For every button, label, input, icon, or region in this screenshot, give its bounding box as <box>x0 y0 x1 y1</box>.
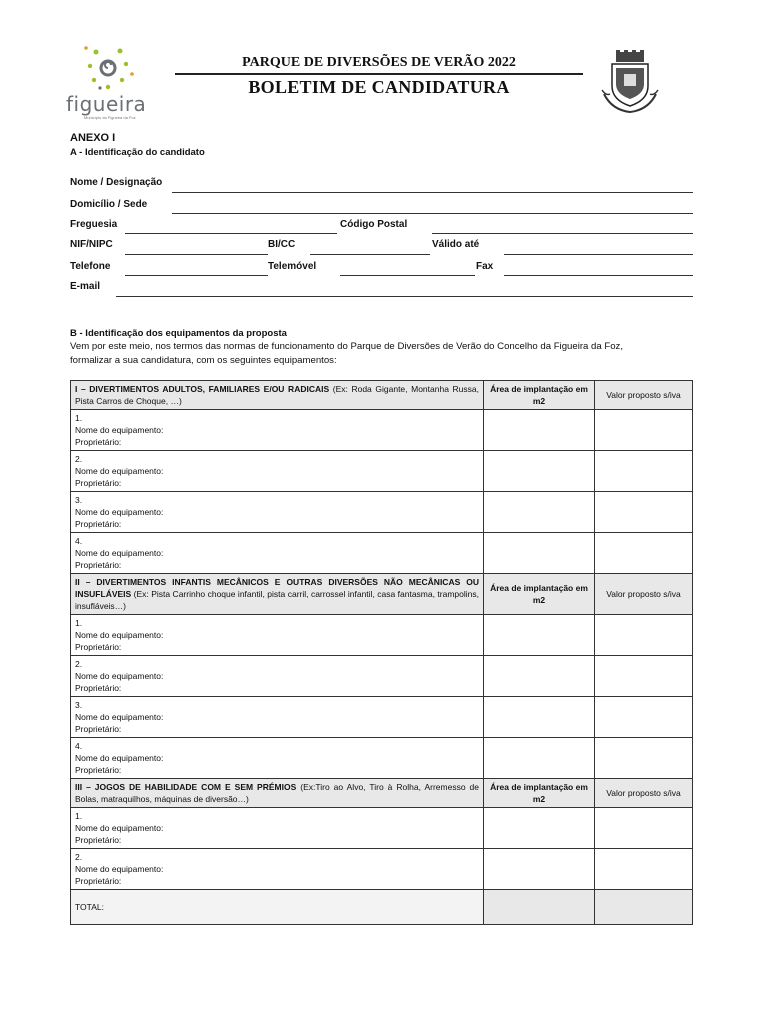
item-number: 3. <box>75 495 83 505</box>
owner-label: Proprietário: <box>75 478 122 488</box>
item-number: 1. <box>75 811 83 821</box>
total-value-cell[interactable] <box>595 890 693 925</box>
municipal-crest-icon <box>600 50 660 116</box>
equipment-row <box>71 615 693 656</box>
id-card-field[interactable] <box>310 254 430 255</box>
group-description: (Ex: Roda Gigante, Montanha Russa, Pista Carros de Choque, …) <box>75 384 479 406</box>
owner-label: Proprietário: <box>75 437 122 447</box>
item-number: 3. <box>75 700 83 710</box>
owner-label: Proprietário: <box>75 876 122 886</box>
group-description: (Ex:Tiro ao Alvo, Tiro à Rolha, Arremesso de Bolas, matraquilhos, máquinas de diversão…) <box>75 782 479 804</box>
area-input-cell[interactable] <box>484 849 595 890</box>
fax-label: Fax <box>476 261 494 272</box>
equipment-row <box>71 849 693 890</box>
group-title: III – JOGOS DE HABILIDADE COM E SEM PRÉMIOS <box>75 782 297 792</box>
section-b-intro-line2: formalizar a sua candidatura, com os seguintes equipamentos: <box>70 355 337 366</box>
area-input-cell[interactable] <box>484 410 595 451</box>
area-header-cell <box>484 574 595 615</box>
area-input-cell[interactable] <box>484 451 595 492</box>
valid-until-label: Válido até <box>432 239 480 250</box>
equipment-details-cell[interactable] <box>71 808 484 849</box>
parish-field[interactable] <box>125 233 337 234</box>
nif-label: NIF/NIPC <box>70 239 113 250</box>
equipment-details-cell[interactable] <box>71 492 484 533</box>
name-label: Nome / Designação <box>70 177 163 188</box>
value-header-label: Valor proposto s/iva <box>606 390 681 400</box>
nif-field[interactable] <box>125 254 268 255</box>
area-input-cell[interactable] <box>484 656 595 697</box>
area-input-cell[interactable] <box>484 808 595 849</box>
group-title-cell <box>71 381 484 410</box>
equipment-details-cell[interactable] <box>71 697 484 738</box>
equipment-details-cell[interactable] <box>71 738 484 779</box>
item-number: 2. <box>75 454 83 464</box>
equipment-name-label: Nome do equipamento: <box>75 753 164 763</box>
value-header-cell <box>595 779 693 808</box>
total-area-cell[interactable] <box>484 890 595 925</box>
equipment-row <box>71 533 693 574</box>
brand-name: figueira <box>66 92 147 116</box>
equipment-name-label: Nome do equipamento: <box>75 823 164 833</box>
value-input-cell[interactable] <box>595 615 693 656</box>
area-header-label: Área de implantação em m2 <box>490 583 588 605</box>
value-input-cell[interactable] <box>595 533 693 574</box>
parish-label: Freguesia <box>70 219 118 230</box>
item-number: 1. <box>75 413 83 423</box>
figueira-logo <box>66 42 150 122</box>
postal-code-field[interactable] <box>432 233 693 234</box>
area-header-label: Área de implantação em m2 <box>490 782 588 804</box>
owner-label: Proprietário: <box>75 835 122 845</box>
equipment-name-label: Nome do equipamento: <box>75 630 164 640</box>
group-title: II – DIVERTIMENTOS INFANTIS MECÂNICOS E OUTRAS DIVERSÕES NÃO MECÂNICAS OU INSUFLÁVEIS <box>75 577 479 599</box>
group-description: (Ex: Pista Carrinho choque infantil, pista carril, carrossel infantil, casa fantasma, trampolins, insufláveis…) <box>75 589 479 611</box>
owner-label: Proprietário: <box>75 560 122 570</box>
equipment-row <box>71 410 693 451</box>
phone-field[interactable] <box>125 275 268 276</box>
email-field[interactable] <box>116 296 693 297</box>
equipment-name-label: Nome do equipamento: <box>75 425 164 435</box>
equipment-details-cell[interactable] <box>71 533 484 574</box>
equipment-details-cell[interactable] <box>71 615 484 656</box>
value-input-cell[interactable] <box>595 492 693 533</box>
area-header-cell <box>484 381 595 410</box>
equipment-row <box>71 808 693 849</box>
value-input-cell[interactable] <box>595 451 693 492</box>
group-title: I – DIVERTIMENTOS ADULTOS, FAMILIARES E/OU RADICAIS <box>75 384 330 394</box>
equipment-row <box>71 656 693 697</box>
mobile-label: Telemóvel <box>268 261 317 272</box>
equipment-row <box>71 451 693 492</box>
value-header-cell <box>595 381 693 410</box>
total-label: TOTAL: <box>75 902 104 912</box>
group-title-cell <box>71 574 484 615</box>
value-input-cell[interactable] <box>595 738 693 779</box>
spiral-sun-icon <box>66 42 150 94</box>
section-b-title: B - Identificação dos equipamentos da proposta <box>70 328 287 339</box>
item-number: 4. <box>75 741 83 751</box>
value-header-cell <box>595 574 693 615</box>
value-header-label: Valor proposto s/iva <box>606 589 681 599</box>
title-divider <box>175 73 583 75</box>
area-input-cell[interactable] <box>484 697 595 738</box>
postal-code-label: Código Postal <box>340 219 408 230</box>
equipment-details-cell[interactable] <box>71 656 484 697</box>
area-header-cell <box>484 779 595 808</box>
equipment-details-cell[interactable] <box>71 849 484 890</box>
area-input-cell[interactable] <box>484 738 595 779</box>
area-input-cell[interactable] <box>484 492 595 533</box>
value-input-cell[interactable] <box>595 410 693 451</box>
equipment-details-cell[interactable] <box>71 451 484 492</box>
group-header-row <box>71 779 693 808</box>
owner-label: Proprietário: <box>75 642 122 652</box>
item-number: 4. <box>75 536 83 546</box>
valid-until-field[interactable] <box>504 254 693 255</box>
total-label-cell <box>71 890 484 925</box>
group-header-row <box>71 574 693 615</box>
value-header-label: Valor proposto s/iva <box>606 788 681 798</box>
item-number: 2. <box>75 852 83 862</box>
owner-label: Proprietário: <box>75 724 122 734</box>
value-input-cell[interactable] <box>595 656 693 697</box>
email-label: E-mail <box>70 281 101 292</box>
area-header-label: Área de implantação em m2 <box>490 384 588 406</box>
value-input-cell[interactable] <box>595 849 693 890</box>
brand-tagline: Município da Figueira da Foz <box>84 115 136 120</box>
annex-label: ANEXO I <box>70 132 116 144</box>
group-header-row <box>71 381 693 410</box>
equipment-row <box>71 738 693 779</box>
mobile-field[interactable] <box>340 275 475 276</box>
phone-label: Telefone <box>70 261 111 272</box>
owner-label: Proprietário: <box>75 765 122 775</box>
equipment-name-label: Nome do equipamento: <box>75 548 164 558</box>
section-b-intro-line1: Vem por este meio, nos termos das normas de funcionamento do Parque de Diversões de Verão do Concelho da Figueira da Foz, <box>70 341 624 352</box>
owner-label: Proprietário: <box>75 519 122 529</box>
equipment-name-label: Nome do equipamento: <box>75 507 164 517</box>
equipment-name-label: Nome do equipamento: <box>75 712 164 722</box>
section-a-title: A - Identificação do candidato <box>70 147 205 158</box>
equipment-details-cell[interactable] <box>71 410 484 451</box>
equipment-table <box>70 380 693 925</box>
page-subtitle: BOLETIM DE CANDIDATURA <box>248 77 510 97</box>
owner-label: Proprietário: <box>75 683 122 693</box>
group-title-cell <box>71 779 484 808</box>
name-field[interactable] <box>172 192 693 193</box>
fax-field[interactable] <box>504 275 693 276</box>
area-input-cell[interactable] <box>484 533 595 574</box>
item-number: 2. <box>75 659 83 669</box>
area-input-cell[interactable] <box>484 615 595 656</box>
address-field[interactable] <box>172 213 693 214</box>
value-input-cell[interactable] <box>595 697 693 738</box>
equipment-name-label: Nome do equipamento: <box>75 671 164 681</box>
equipment-row <box>71 492 693 533</box>
equipment-name-label: Nome do equipamento: <box>75 466 164 476</box>
item-number: 1. <box>75 618 83 628</box>
equipment-name-label: Nome do equipamento: <box>75 864 164 874</box>
id-card-label: BI/CC <box>268 239 296 250</box>
value-input-cell[interactable] <box>595 808 693 849</box>
address-label: Domicílio / Sede <box>70 199 148 210</box>
total-row <box>71 890 693 925</box>
page-title: PARQUE DE DIVERSÕES DE VERÃO 2022 <box>242 55 516 70</box>
equipment-row <box>71 697 693 738</box>
